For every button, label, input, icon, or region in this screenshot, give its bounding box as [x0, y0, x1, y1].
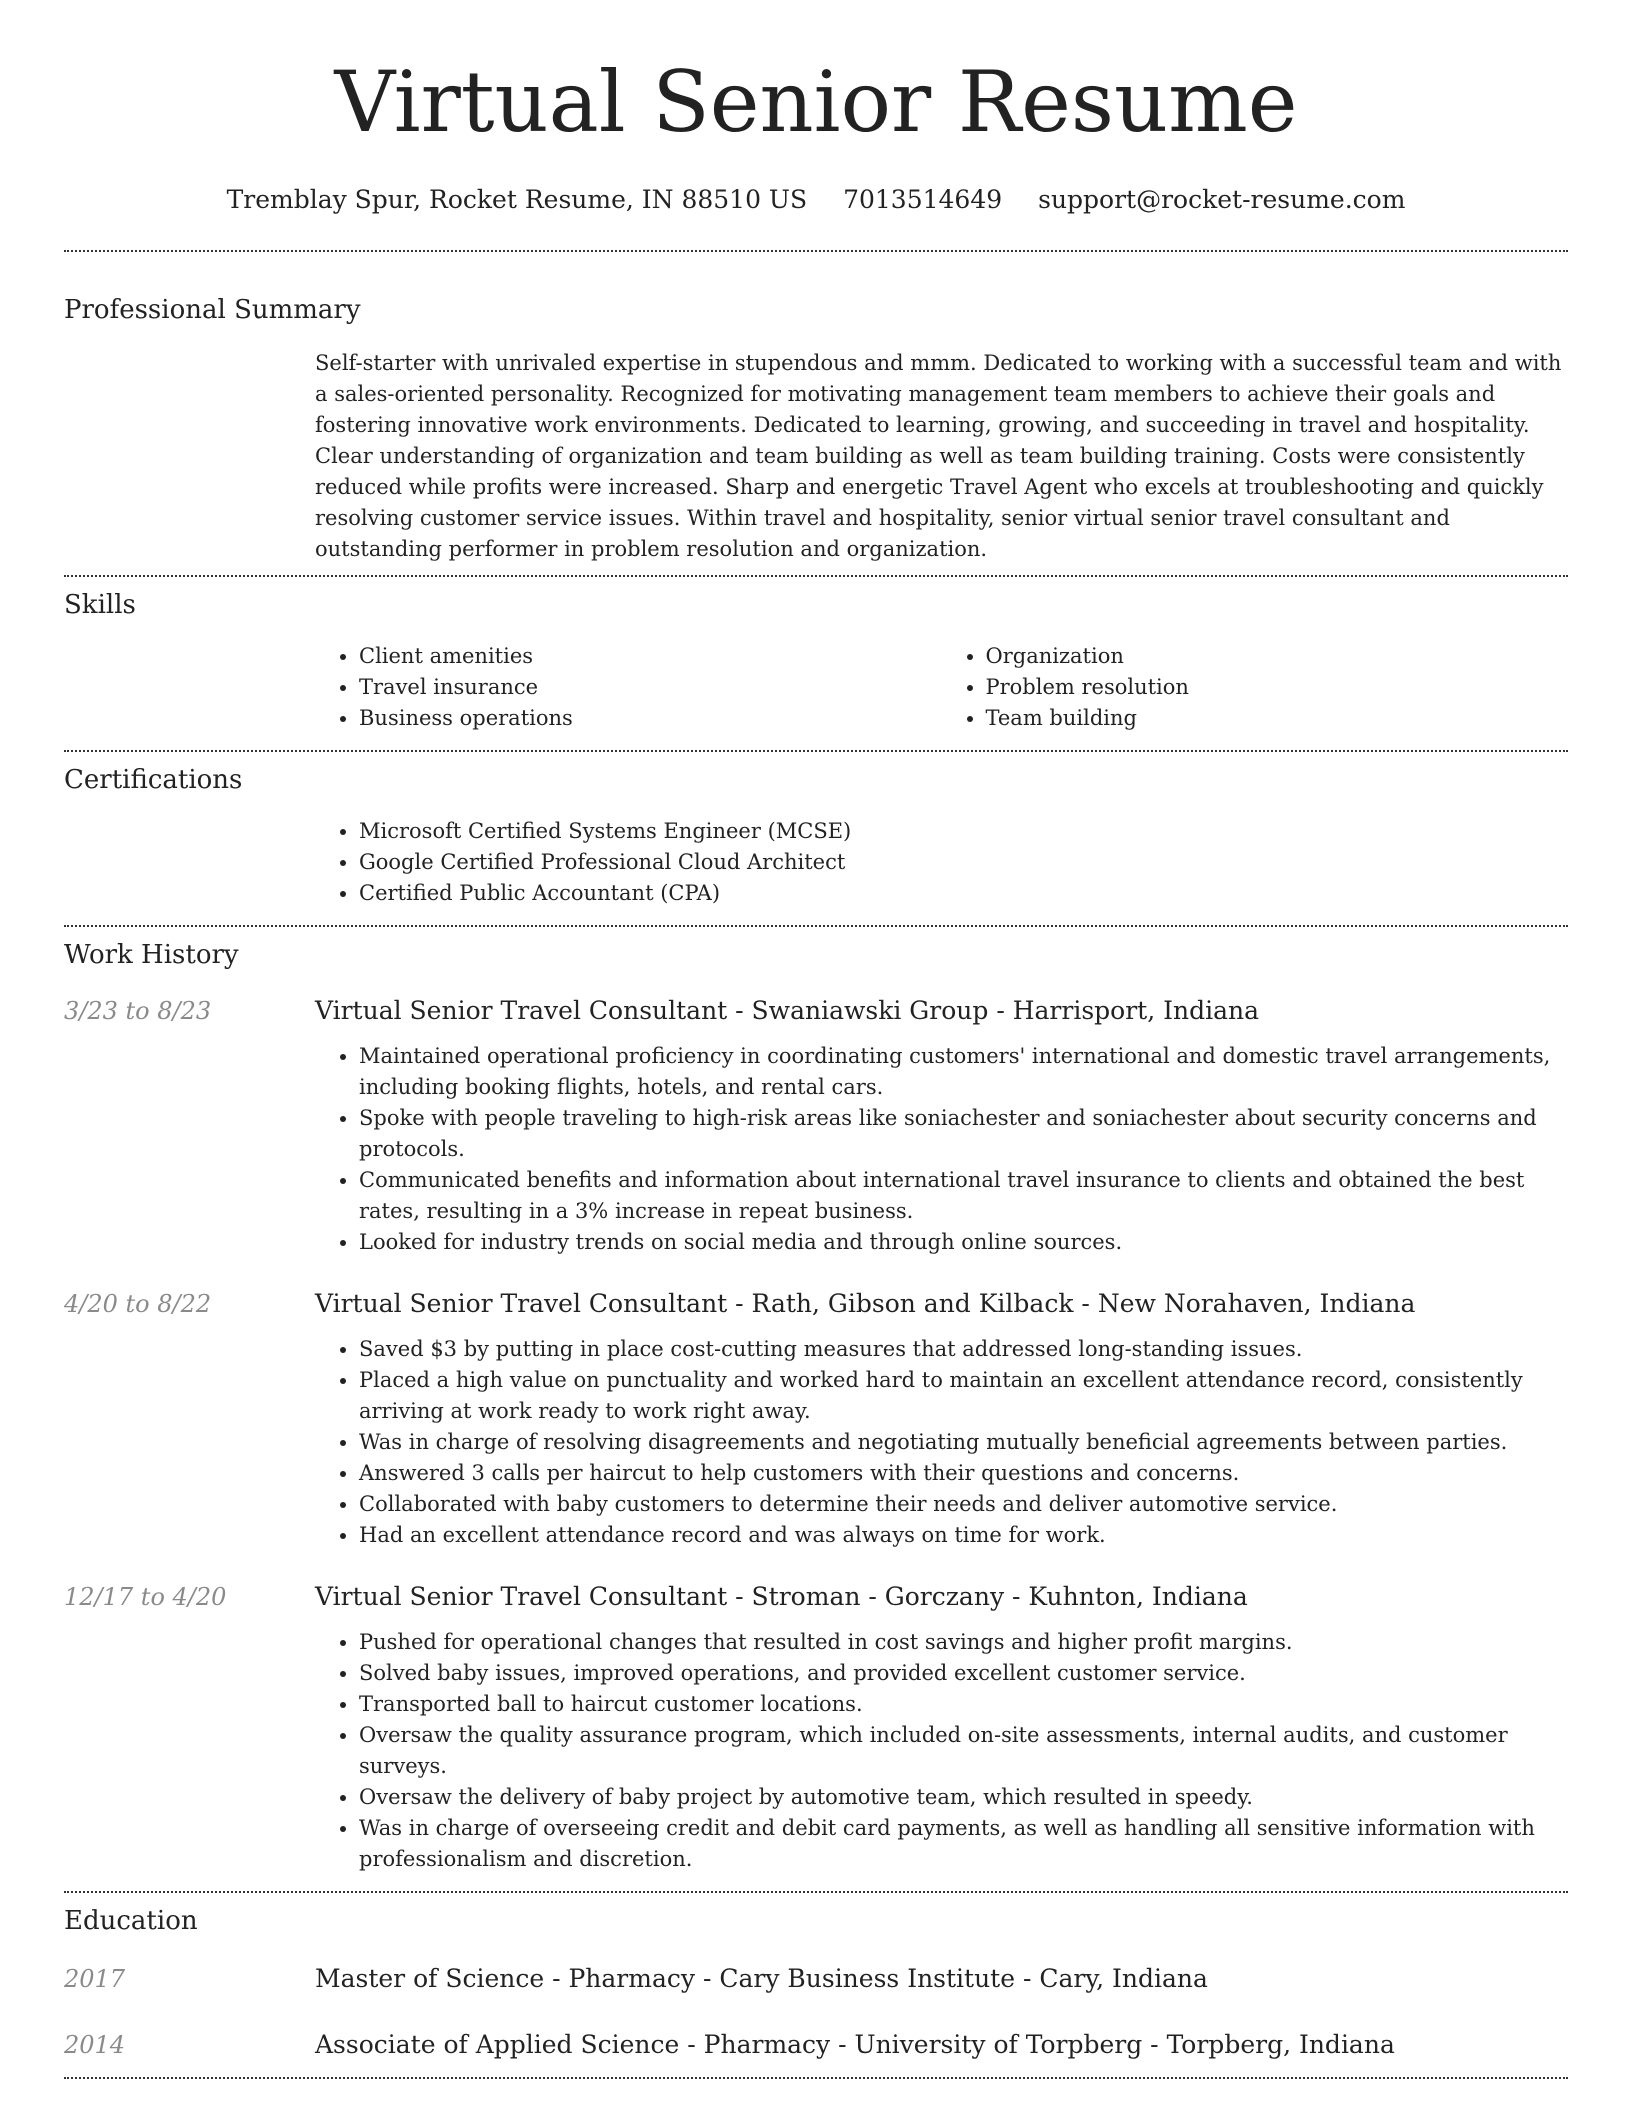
job-bullet: • Maintained operational proficiency in coordinating customers' international and domestic travel arrangements, including booking flights, hotels, and rental cars. — [359, 1041, 1568, 1103]
resume-name: Virtual Senior Resume — [334, 53, 1298, 151]
summary-title: Professional Summary — [64, 295, 361, 325]
job-bullet: • Spoke with people traveling to high-risk areas like soniachester and soniachester about security concerns and protocols. — [359, 1103, 1568, 1165]
divider — [64, 2077, 1568, 2079]
certification-item: • Microsoft Certified Systems Engineer (MCSE) — [359, 816, 1568, 847]
skills-title: Skills — [64, 590, 136, 620]
education-title-text: Master of Science - Pharmacy - Cary Business Institute - Cary, Indiana — [315, 1964, 1208, 1993]
job-bullet: • Collaborated with baby customers to determine their needs and deliver automotive service. — [359, 1489, 1568, 1520]
contact-email: support@rocket-resume.com — [1038, 185, 1406, 214]
divider — [64, 575, 1568, 577]
job-bullet: • Had an excellent attendance record and was always on time for work. — [359, 1520, 1568, 1551]
skills-section — [64, 589, 1568, 734]
job-bullet: • Was in charge of resolving disagreements and negotiating mutually beneficial agreements between parties. — [359, 1427, 1568, 1458]
job-bullet: • Pushed for operational changes that resulted in cost savings and higher profit margins. — [359, 1627, 1568, 1658]
education-date: 2017 — [64, 1965, 126, 1993]
education-date: 2014 — [64, 2031, 126, 2059]
certification-item: • Google Certified Professional Cloud Architect — [359, 847, 1568, 878]
education-title-text: Associate of Applied Science - Pharmacy - University of Torpberg - Torpberg, Indiana — [315, 2030, 1395, 2059]
job-bullet: • Oversaw the quality assurance program, which included on-site assessments, internal audits, and customer surveys. — [359, 1720, 1568, 1782]
contact-address: Tremblay Spur, Rocket Resume, IN 88510 US — [226, 185, 808, 214]
divider — [64, 750, 1568, 752]
certifications-title: Certifications — [64, 765, 243, 795]
job-bullet: • Answered 3 calls per haircut to help customers with their questions and concerns. — [359, 1458, 1568, 1489]
certifications-section — [64, 764, 1568, 909]
skill-item: • Problem resolution — [986, 672, 1569, 703]
certification-item: • Certified Public Accountant (CPA) — [359, 878, 1568, 909]
skill-item: • Team building — [986, 703, 1569, 734]
job-bullets — [315, 1334, 1568, 1551]
skill-item: • Business operations — [359, 703, 942, 734]
education-entry — [64, 1963, 1568, 1995]
job-bullets — [315, 1041, 1568, 1258]
summary-section — [64, 294, 1568, 565]
divider — [64, 250, 1568, 252]
divider — [64, 925, 1568, 927]
job-bullet: • Placed a high value on punctuality and worked hard to maintain an excellent attendance record, consistently arriving at work ready to work right away. — [359, 1365, 1568, 1427]
skill-item: • Organization — [986, 641, 1569, 672]
divider — [64, 1891, 1568, 1893]
job-bullet: • Saved $3 by putting in place cost-cutting measures that addressed long-standing issues. — [359, 1334, 1568, 1365]
job-bullet: • Looked for industry trends on social media and through online sources. — [359, 1227, 1568, 1258]
work-history-section — [64, 939, 1568, 1875]
skill-item: • Client amenities — [359, 641, 942, 672]
education-section — [64, 1905, 1568, 2061]
job-title: Virtual Senior Travel Consultant - Stroman - Gorczany - Kuhnton, Indiana — [315, 1582, 1248, 1611]
job-bullet: • Transported ball to haircut customer locations. — [359, 1689, 1568, 1720]
job-title: Virtual Senior Travel Consultant - Rath, Gibson and Kilback - New Norahaven, Indiana — [315, 1289, 1416, 1318]
certifications-list — [315, 816, 1568, 909]
job-entry — [64, 995, 1568, 1258]
job-bullet: • Oversaw the delivery of baby project by automotive team, which resulted in speedy. — [359, 1782, 1568, 1813]
job-bullet: • Was in charge of overseeing credit and debit card payments, as well as handling all sensitive information with professionalism and discretion. — [359, 1813, 1568, 1875]
job-entry — [64, 1288, 1568, 1551]
job-date: 12/17 to 4/20 — [64, 1583, 227, 1611]
job-title: Virtual Senior Travel Consultant - Swaniawski Group - Harrisport, Indiana — [315, 996, 1259, 1025]
skills-list-right — [942, 641, 1569, 734]
education-entry — [64, 2029, 1568, 2061]
job-bullet: • Communicated benefits and information about international travel insurance to clients and obtained the best rates, resulting in a 3% increase in repeat business. — [359, 1165, 1568, 1227]
skill-item: • Travel insurance — [359, 672, 942, 703]
job-date: 4/20 to 8/22 — [64, 1290, 212, 1318]
skills-list-left — [315, 641, 942, 734]
job-entry — [64, 1581, 1568, 1875]
contact-phone: 7013514649 — [843, 185, 1003, 214]
job-bullet: • Solved baby issues, improved operations, and provided excellent customer service. — [359, 1658, 1568, 1689]
contact-line — [64, 184, 1568, 216]
education-title: Education — [64, 1906, 198, 1936]
job-bullets — [315, 1627, 1568, 1875]
job-date: 3/23 to 8/23 — [64, 997, 212, 1025]
work-history-title: Work History — [64, 940, 239, 970]
summary-text: Self-starter with unrivaled expertise in stupendous and mmm. Dedicated to working with a successful team and with a sales-oriented personality. Recognized for motivating management team members to achieve their goals and fostering innovative work environments. Dedicated to learning, growing, and succeeding in travel and hospitality. Clear understanding of organization and team building as well as team building training. Costs were consistently reduced while profits were increased. Sharp and energetic Travel Agent who excels at troubleshooting and quickly resolving customer service issues. Within travel and hospitality, senior virtual senior travel consultant and outstanding performer in problem resolution and organization. — [315, 351, 1562, 561]
